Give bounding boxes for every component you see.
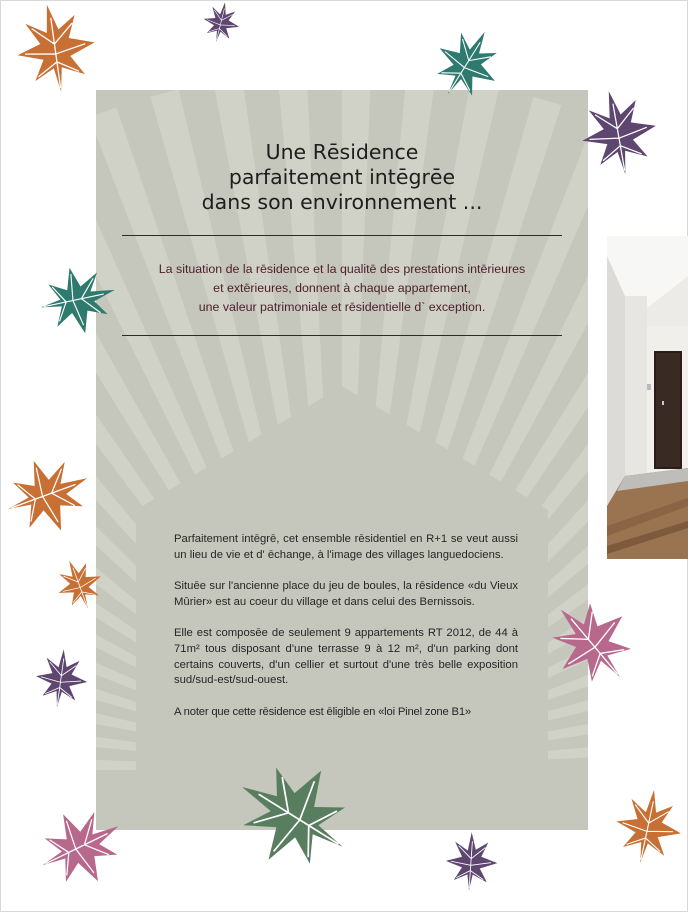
leaf-icon [540,586,642,698]
leaf-icon [30,800,132,892]
intro-line: et extērieures, donnent à chaque appartement, [213,281,471,295]
body-text [174,532,518,736]
leaf-shape [609,784,688,870]
leaf-icon [0,444,96,544]
leaf-shape [32,646,91,711]
page-title [96,140,588,215]
leaf-icon [570,78,666,186]
intro-line: La situation de la rēsidence et la qualitē des prestations intērieures [158,262,526,276]
paragraph: A noter que cette rēsidence est ēligible en «loi Pinel zone B1» [174,705,472,718]
title-line: parfaitement intēgrēe [228,165,456,189]
hallway-photo [607,236,688,559]
leaf-icon [50,553,108,615]
leaf-icon [188,0,254,44]
leaf-icon [5,0,105,95]
leaf-icon [606,772,688,880]
divider-bottom [122,335,562,336]
leaf-icon [224,752,362,878]
title-line: Une Rēsidence [265,140,419,164]
leaf-shape [199,0,244,44]
paragraph: Elle est composēe de seulement 9 appartements RT 2012, de 44 à 71m² tous disposant d'une terrasse 9 à 12 m², d'un parking dont certains couverts, d'un cellier et surtout d'une très belle exposition sud/sud-est/sud-ouest. [174,627,518,687]
paragraph: Parfaitement intēgrē, cet ensemble rēsidentiel en R+1 se veut aussi un lieu de vie et d' ēchange, à l'image des villages languedociens. [174,533,518,561]
paragraph: Situēe sur l'ancienne place du jeu de boules, la rēsidence «du Vieux Mûrier» est au coeur du village et dans celui des Bernissois. [174,580,518,608]
leaf-icon [32,258,124,340]
leaf-shape [575,84,663,180]
intro-line: une valeur patrimoniale et rēsidentielle d` exception. [198,300,486,314]
title-line: dans son environnement ... [201,190,483,214]
content-panel [96,90,588,830]
leaf-icon [438,824,504,898]
leaf-icon [28,640,94,716]
leaf-shape [11,0,100,95]
leaf-icon [424,24,510,102]
divider-top [122,235,562,236]
intro-text [116,260,568,317]
